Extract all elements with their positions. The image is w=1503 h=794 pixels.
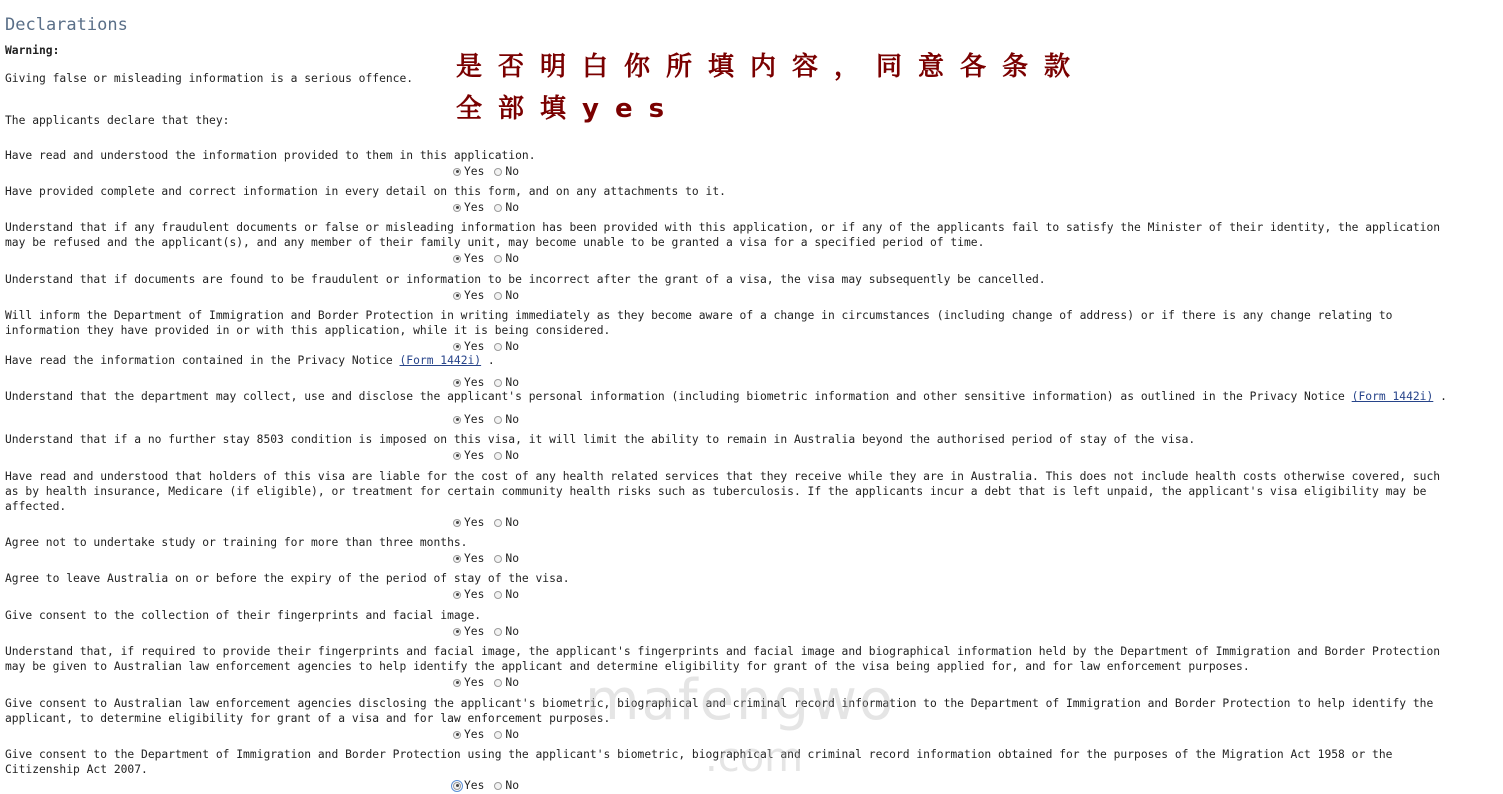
yes-radio[interactable]	[453, 555, 461, 563]
yes-no-radio-group	[453, 779, 529, 792]
yes-radio-label[interactable]: Yes	[464, 728, 485, 741]
declaration-text: Agree not to undertake study or training for more than three months.	[5, 536, 468, 549]
no-radio[interactable]	[494, 731, 502, 739]
declaration-text: affected.	[5, 500, 67, 513]
yes-no-radio-group	[453, 552, 529, 565]
yes-radio[interactable]	[453, 679, 461, 687]
declaration-text: Have provided complete and correct information in every detail on this form, and on any attachments to it.	[5, 185, 726, 198]
yes-radio-label[interactable]: Yes	[464, 779, 485, 792]
privacy-notice-link[interactable]: (Form 1442i)	[1351, 390, 1434, 403]
no-radio[interactable]	[494, 591, 502, 599]
declaration-text: Have read and understood that holders of this visa are liable for the cost of any health related services that they receive while they are in Australia. This does not include health costs otherwise covered, such	[5, 470, 1441, 483]
no-radio-label[interactable]: No	[505, 516, 520, 529]
declaration-text: Agree to leave Australia on or before the expiry of the period of stay of the visa.	[5, 572, 570, 585]
yes-radio[interactable]	[453, 416, 461, 424]
declaration-text: Give consent to Australian law enforcement agencies disclosing the applicant's biometric, biographical and criminal record information to the Department of Immigration and Border Protection to help identify the	[5, 697, 1434, 710]
yes-radio-label[interactable]: Yes	[464, 552, 485, 565]
no-radio[interactable]	[494, 204, 502, 212]
yes-no-radio-group	[453, 588, 529, 601]
no-radio-label[interactable]: No	[505, 449, 520, 462]
declaration-text-post: .	[481, 354, 495, 367]
declaration-text: Understand that if documents are found to be fraudulent or information to be incorrect after the grant of a visa, the visa may subsequently be cancelled.	[5, 273, 1046, 286]
yes-no-radio-group	[453, 201, 529, 214]
yes-no-radio-group	[453, 625, 529, 638]
yes-radio-label[interactable]: Yes	[464, 252, 485, 265]
yes-no-radio-group	[453, 728, 529, 741]
yes-radio-label[interactable]: Yes	[464, 340, 485, 353]
yes-radio[interactable]	[453, 168, 461, 176]
declaration-text: may be refused and the applicant(s), and any member of their family unit, may become unable to be granted a visa for a specified period of time.	[5, 236, 985, 249]
declaration-text: may be given to Australian law enforcement agencies to help identify the applicant and determine eligibility for grant of the visa being applied for, and for law enforcement purposes.	[5, 660, 1250, 673]
no-radio-label[interactable]: No	[505, 676, 520, 689]
yes-radio-label[interactable]: Yes	[464, 289, 485, 302]
yes-radio-label[interactable]: Yes	[464, 588, 485, 601]
declaration-text: as by health insurance, Medicare (if eligible), or treatment for certain community health risks such as tuberculosis. If the applicants incur a debt that is left unpaid, the applicant's visa eligibility may be	[5, 485, 1427, 498]
no-radio-label[interactable]: No	[505, 289, 520, 302]
declaration-intro: The applicants declare that they:	[5, 114, 230, 127]
yes-no-radio-group	[453, 340, 529, 353]
watermark-brand: mafengwo	[585, 668, 896, 733]
yes-no-radio-group	[453, 165, 529, 178]
no-radio[interactable]	[494, 782, 502, 790]
yes-radio[interactable]	[453, 591, 461, 599]
no-radio[interactable]	[494, 168, 502, 176]
no-radio-label[interactable]: No	[505, 340, 520, 353]
no-radio[interactable]	[494, 292, 502, 300]
yes-radio[interactable]	[453, 204, 461, 212]
watermark-sub: .com	[705, 735, 804, 781]
no-radio[interactable]	[494, 255, 502, 263]
no-radio[interactable]	[494, 555, 502, 563]
no-radio-label[interactable]: No	[505, 376, 520, 389]
declaration-text	[5, 353, 495, 368]
yes-radio-label[interactable]: Yes	[464, 376, 485, 389]
yes-no-radio-group	[453, 376, 529, 389]
yes-no-radio-group	[453, 252, 529, 265]
no-radio[interactable]	[494, 628, 502, 636]
warning-label: Warning:	[5, 44, 60, 57]
yes-radio[interactable]	[453, 452, 461, 460]
declaration-text-post: .	[1433, 390, 1447, 403]
annotation-line-2: 全部填yes	[456, 94, 681, 124]
yes-radio[interactable]	[453, 782, 461, 790]
no-radio-label[interactable]: No	[505, 165, 520, 178]
page-title: Declarations	[5, 15, 128, 35]
no-radio[interactable]	[494, 679, 502, 687]
yes-radio[interactable]	[453, 519, 461, 527]
declaration-text: Will inform the Department of Immigration and Border Protection in writing immediately as they become aware of a change in circumstances (including change of address) or if there is any change relating to	[5, 309, 1393, 322]
no-radio-label[interactable]: No	[505, 588, 520, 601]
no-radio[interactable]	[494, 343, 502, 351]
no-radio-label[interactable]: No	[505, 625, 520, 638]
declaration-text: Understand that if a no further stay 8503 condition is imposed on this visa, it will limit the ability to remain in Australia beyond the authorised period of stay of the visa.	[5, 433, 1196, 446]
no-radio-label[interactable]: No	[505, 413, 520, 426]
yes-no-radio-group	[453, 516, 529, 529]
warning-text: Giving false or misleading information is a serious offence.	[5, 72, 414, 85]
yes-radio-label[interactable]: Yes	[464, 676, 485, 689]
declaration-text: Give consent to the Department of Immigration and Border Protection using the applicant's biometric, biographical and criminal record information obtained for the purposes of the Migration Act 1958 or the	[5, 748, 1393, 761]
yes-radio[interactable]	[453, 292, 461, 300]
yes-no-radio-group	[453, 449, 529, 462]
no-radio[interactable]	[494, 519, 502, 527]
yes-radio-label[interactable]: Yes	[464, 449, 485, 462]
no-radio-label[interactable]: No	[505, 728, 520, 741]
declaration-text: Give consent to the collection of their fingerprints and facial image.	[5, 609, 482, 622]
declaration-text: applicant, to determine eligibility for grant of a visa and for law enforcement purposes.	[5, 712, 611, 725]
yes-radio-label[interactable]: Yes	[464, 165, 485, 178]
annotation-line-1: 是否明白你所填内容，同意各条款	[456, 52, 1087, 82]
declaration-text: Citizenship Act 2007.	[5, 763, 148, 776]
yes-radio[interactable]	[453, 343, 461, 351]
declaration-text: information they have provided in or with this application, while it is being considered.	[5, 324, 611, 337]
declaration-text: Understand that, if required to provide their fingerprints and facial image, the applicant's fingerprints and facial image and biographical information held by the Department of Immigration and Border Protection	[5, 645, 1441, 658]
yes-radio-label[interactable]: Yes	[464, 625, 485, 638]
privacy-notice-link[interactable]: (Form 1442i)	[399, 354, 482, 367]
no-radio-label[interactable]: No	[505, 779, 520, 792]
yes-radio-label[interactable]: Yes	[464, 516, 485, 529]
yes-radio[interactable]	[453, 628, 461, 636]
declaration-text: Have read and understood the information provided to them in this application.	[5, 149, 536, 162]
yes-radio[interactable]	[453, 255, 461, 263]
no-radio-label[interactable]: No	[505, 201, 520, 214]
yes-no-radio-group	[453, 676, 529, 689]
yes-radio-label[interactable]: Yes	[464, 201, 485, 214]
yes-radio[interactable]	[453, 731, 461, 739]
declaration-text: Understand that if any fraudulent documents or false or misleading information has been provided with this application, or if any of the applicants fail to satisfy the Minister of their identity, the application	[5, 221, 1441, 234]
declaration-text-pre: Have read the information contained in the Privacy Notice	[5, 354, 400, 367]
declaration-text	[5, 389, 1447, 404]
yes-radio-label[interactable]: Yes	[464, 413, 485, 426]
no-radio[interactable]	[494, 379, 502, 387]
no-radio-label[interactable]: No	[505, 252, 520, 265]
yes-no-radio-group	[453, 413, 529, 426]
declaration-text-pre: Understand that the department may collect, use and disclose the applicant's personal information (including biometric information and other sensitive information) as outlined in the Privacy Notice	[5, 390, 1352, 403]
no-radio-label[interactable]: No	[505, 552, 520, 565]
no-radio[interactable]	[494, 452, 502, 460]
yes-no-radio-group	[453, 289, 529, 302]
no-radio[interactable]	[494, 416, 502, 424]
yes-radio[interactable]	[453, 379, 461, 387]
